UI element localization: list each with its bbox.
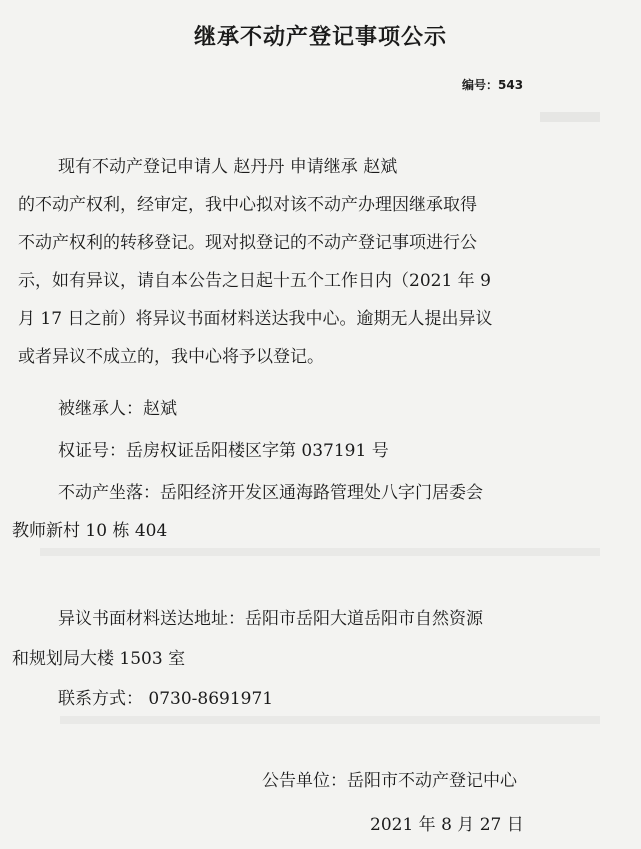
bleed-through-mark <box>540 112 600 122</box>
address-line: 异议书面材料送达地址：岳阳市岳阳大道岳阳市自然资源 <box>58 609 483 629</box>
issuer-line: 公告单位：岳阳市不动产登记中心 <box>262 771 517 791</box>
heir-line: 被继承人：赵斌 <box>58 399 177 419</box>
body-line: 或者异议不成立的，我中心将予以登记。 <box>18 347 324 367</box>
body-line: 不动产权利的转移登记。现对拟登记的不动产登记事项进行公 <box>18 233 477 253</box>
body-line: 示，如有异议，请自本公告之日起十五个工作日内（2021 年 9 <box>18 271 491 291</box>
body-line: 的不动产权利，经审定，我中心拟对该不动产办理因继承取得 <box>18 195 477 215</box>
contact-line: 联系方式： 0730-8691971 <box>58 689 274 709</box>
body-line: 现有不动产登记申请人 赵丹丹 申请继承 赵斌 <box>58 157 398 177</box>
bleed-through-mark <box>60 716 600 724</box>
notice-number: 编号：543 <box>462 78 524 92</box>
bleed-through-mark <box>40 548 600 556</box>
address-line: 和规划局大楼 1503 室 <box>12 649 186 669</box>
certificate-line: 权证号：岳房权证岳阳楼区字第 037191 号 <box>58 441 389 461</box>
date-line: 2021 年 8 月 27 日 <box>370 815 524 835</box>
location-line: 不动产坐落：岳阳经济开发区通海路管理处八字门居委会 <box>58 483 483 503</box>
body-line: 月 17 日之前）将异议书面材料送达我中心。逾期无人提出异议 <box>18 309 493 329</box>
page-title: 继承不动产登记事项公示 <box>193 25 447 50</box>
location-line: 教师新村 10 栋 404 <box>12 521 168 541</box>
